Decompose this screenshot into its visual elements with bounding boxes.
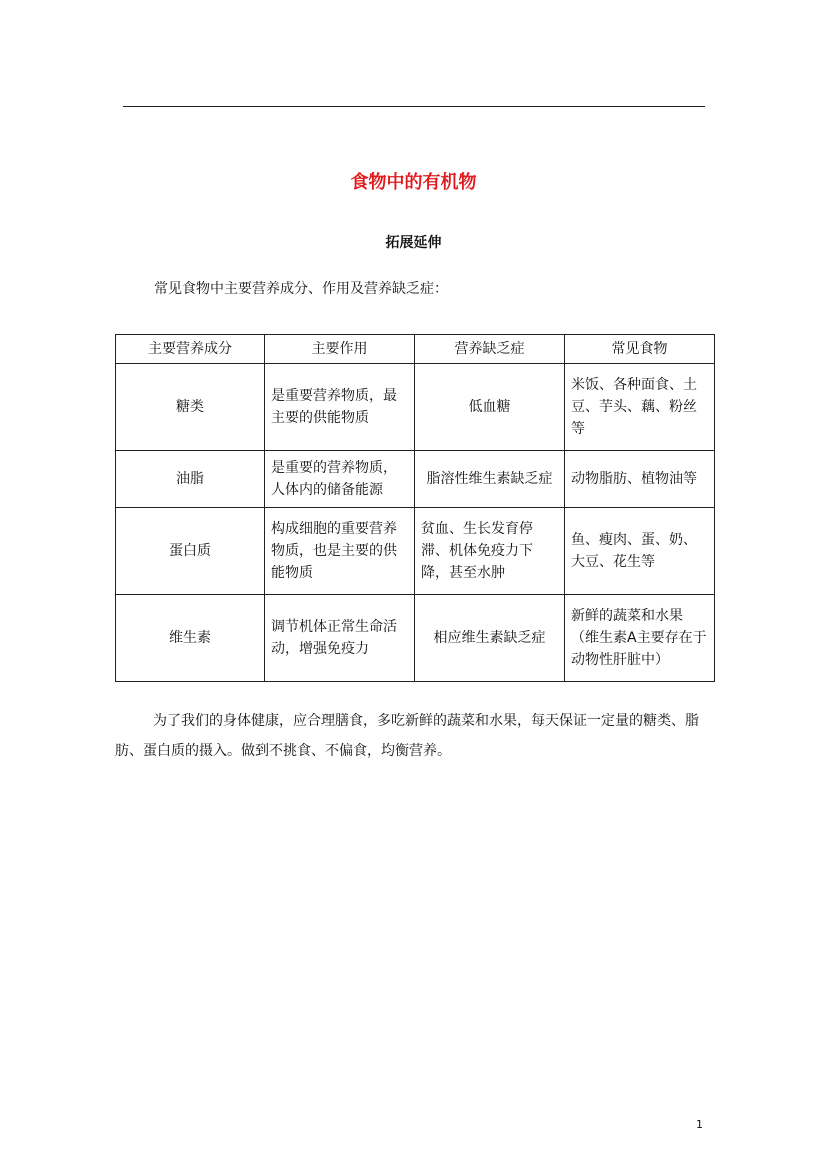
cell-foods: 动物脂肪、植物油等 <box>565 451 715 508</box>
cell-deficiency: 低血糖 <box>415 364 565 451</box>
cell-nutrient: 油脂 <box>116 451 265 508</box>
cell-nutrient: 糖类 <box>116 364 265 451</box>
cell-role: 构成细胞的重要营养物质，也是主要的供能物质 <box>265 508 415 595</box>
cell-nutrient: 蛋白质 <box>116 508 265 595</box>
header-role: 主要作用 <box>265 335 415 364</box>
page-number: 1 <box>696 1118 703 1131</box>
table-row <box>116 451 715 508</box>
cell-deficiency: 相应维生素缺乏症 <box>415 595 565 682</box>
cell-deficiency: 贫血、生长发育停滞、机体免疫力下降，甚至水肿 <box>415 508 565 595</box>
cell-foods: 新鲜的蔬菜和水果（维生素A主要存在于动物性肝脏中） <box>565 595 715 682</box>
table-row <box>116 508 715 595</box>
document-title: 食物中的有机物 <box>350 172 477 193</box>
nutrition-table <box>115 334 715 682</box>
table-header-row <box>116 335 715 364</box>
intro-paragraph: 常见食物中主要营养成分、作用及营养缺乏症： <box>154 281 448 297</box>
table-row <box>116 595 715 682</box>
cell-foods: 米饭、各种面食、土豆、芋头、藕、粉丝等 <box>565 364 715 451</box>
cell-foods: 鱼、瘦肉、蛋、奶、大豆、花生等 <box>565 508 715 595</box>
header-deficiency: 营养缺乏症 <box>415 335 565 364</box>
cell-nutrient: 维生素 <box>116 595 265 682</box>
cell-role: 是重要的营养物质，人体内的储备能源 <box>265 451 415 508</box>
header-rule <box>123 106 705 107</box>
header-nutrient: 主要营养成分 <box>116 335 265 364</box>
section-subtitle: 拓展延伸 <box>385 235 442 251</box>
header-foods: 常见食物 <box>565 335 715 364</box>
cell-role: 是重要营养物质，最主要的供能物质 <box>265 364 415 451</box>
cell-deficiency: 脂溶性维生素缺乏症 <box>415 451 565 508</box>
table-row <box>116 364 715 451</box>
cell-role: 调节机体正常生命活动，增强免疫力 <box>265 595 415 682</box>
conclusion-paragraph: 为了我们的身体健康，应合理膳食，多吃新鲜的蔬菜和水果，每天保证一定量的糖类、脂肪、蛋白质的摄入。做到不挑食、不偏食，均衡营养。 <box>115 713 699 759</box>
